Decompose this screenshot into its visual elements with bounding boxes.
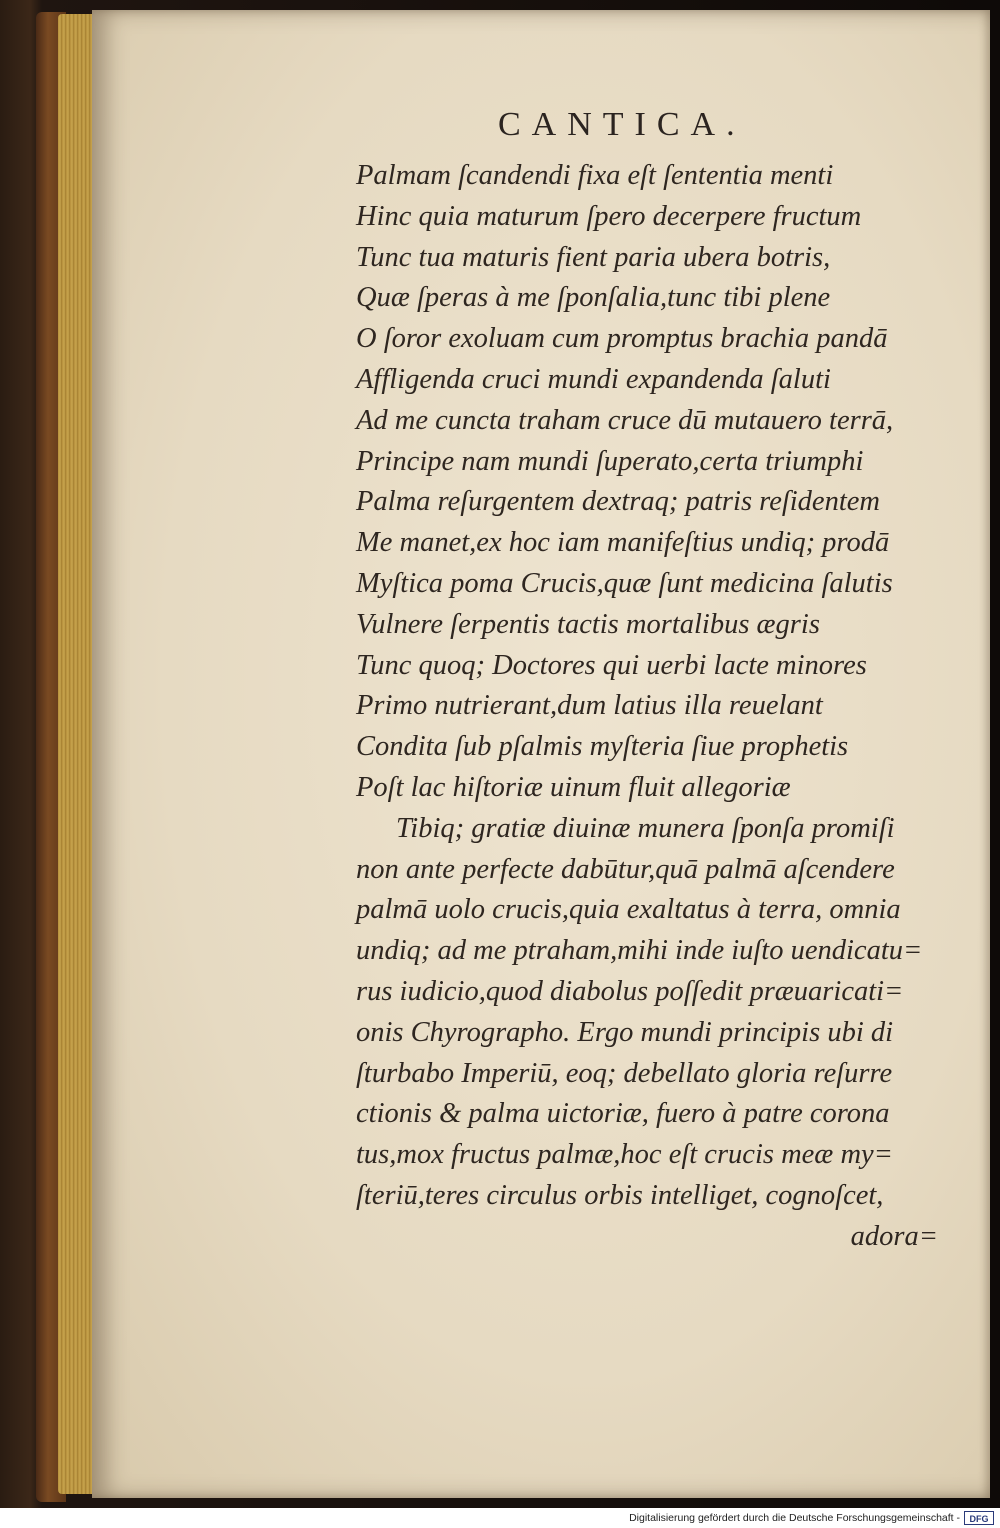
funding-notice: Digitalisierung gefördert durch die Deutsche Forschungsgemeinschaft - bbox=[629, 1512, 960, 1524]
text-line: onis Chyrographo. Ergo mundi principis ubi di bbox=[356, 1016, 894, 1048]
text-line: Principe nam mundi ſuperato,certa triumphi bbox=[356, 445, 864, 477]
text-line: Vulnere ſerpentis tactis mortalibus ægris bbox=[356, 608, 820, 640]
text-line: Tunc tua maturis fient paria ubera botris, bbox=[356, 241, 831, 273]
catchword: adora= bbox=[850, 1220, 938, 1252]
text-line: undiq; ad me ptraham,mihi inde iuſto uendicatu= bbox=[356, 935, 923, 967]
text-block bbox=[356, 156, 946, 1258]
text-line: ſturbabo Imperiū, eoq; debellato gloria reſurre bbox=[356, 1057, 893, 1089]
text-line: Affligenda cruci mundi expandenda ſaluti bbox=[356, 363, 831, 395]
text-line: ſteriū,teres circulus orbis intelliget, cognoſcet, bbox=[356, 1179, 884, 1211]
text-line: Tunc quoq; Doctores qui uerbi lacte minores bbox=[356, 649, 867, 681]
text-line: O ſoror exoluam cum promptus brachia pandā bbox=[356, 323, 888, 355]
text-line: Hinc quia maturum ſpero decerpere fructum bbox=[356, 200, 862, 232]
text-line: rus iudicio,quod diabolus poſſedit præuaricati= bbox=[356, 975, 904, 1007]
text-line: Condita ſub pſalmis myſteria ſiue prophetis bbox=[356, 731, 849, 763]
dfg-logo-icon: DFG bbox=[964, 1511, 994, 1525]
text-line: Palmam ſcandendi fixa eſt ſententia menti bbox=[356, 160, 834, 191]
text-line: Ad me cuncta traham cruce dū mutauero terrā, bbox=[356, 404, 894, 436]
text-line: Quæ ſperas à me ſponſalia,tunc tibi plene bbox=[356, 282, 831, 314]
text-line: non ante perfecte dabūtur,quā palmā aſcendere bbox=[356, 853, 895, 885]
text-line: Myſtica poma Crucis,quæ ſunt medicina ſalutis bbox=[356, 567, 893, 599]
text-line: tus,mox fructus palmæ,hoc eſt crucis meæ my= bbox=[356, 1139, 893, 1171]
digitization-footer bbox=[0, 1508, 1000, 1528]
text-line: ctionis & palma uictoriæ, fuero à patre corona bbox=[356, 1098, 890, 1130]
text-line: Me manet,ex hoc iam manifeſtius undiq; prodā bbox=[356, 527, 890, 559]
text-line: palmā uolo crucis,quia exaltatus à terra, omnia bbox=[356, 894, 901, 926]
text-line: Poſt lac hiſtoriæ uinum fluit allegoriæ bbox=[356, 771, 791, 803]
text-line: Palma reſurgentem dextraq; patris reſidentem bbox=[356, 486, 880, 518]
text-line: Tibiq; gratiæ diuinæ munera ſponſa promiſi bbox=[396, 812, 895, 844]
text-line: Primo nutrierant,dum latius illa reuelant bbox=[356, 690, 823, 722]
running-head: CANTICA. bbox=[498, 106, 746, 143]
